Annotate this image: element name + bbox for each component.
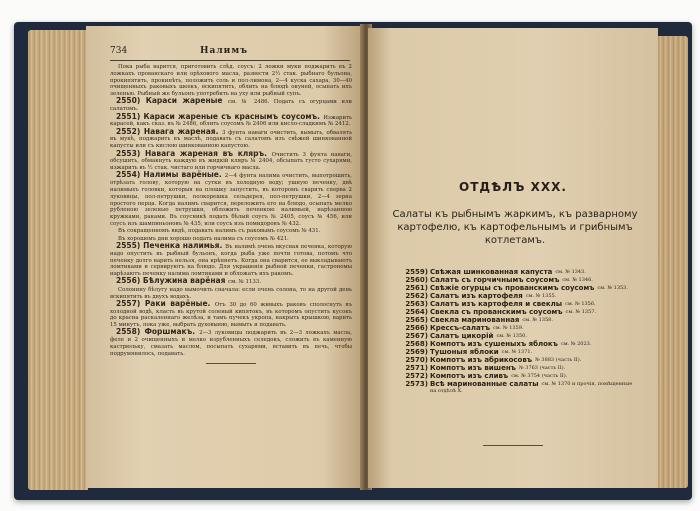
item-reference: см. № 1357.	[565, 309, 597, 315]
recipe-text: 3 фунта наваги очистить, вымыть, обвалять въ мукѣ, поджарить въ маслѣ, подавать съ салатомъ изъ свѣжей шинкованной капусты или съ кислою шинкованною капустою.	[110, 129, 353, 150]
item-reference: см. № 3754 (часть II).	[511, 373, 568, 379]
item-name: Компотъ изъ абрикосовъ	[430, 356, 533, 364]
recipe-text: Отъ 30 до 60 живыхъ раковъ сполоснуть въ холодной водѣ, класть въ крутой соленый кипятокъ, въ которомъ опустить кусокъ до красна раскаленнаго желѣза, и тамъ пучекъ укропа, накрыть крышкою, варить 15 минутъ, пока уже, выбрать духовыюю, вымыть и подавать.	[110, 301, 352, 329]
list-item	[380, 300, 652, 308]
list-item	[380, 348, 652, 356]
list-item	[380, 308, 652, 316]
recipe-list	[380, 268, 652, 395]
item-name: Салатъ изъ картофеля	[430, 292, 523, 300]
recipe-number: 2556)	[116, 276, 143, 286]
item-number: 2573)	[405, 380, 428, 388]
recipe-paragraph	[110, 298, 352, 329]
recipe-text: Очистить 3 фунта наваги, обсушить, обмакнуть каждую въ жидкій кляръ № 2404, обсыпать густо сухарями, изжарить въ ½ стак. чистаго или горчичнаго масла.	[110, 151, 352, 172]
end-rule	[483, 445, 543, 446]
recipe-title: Форшмакъ.	[144, 327, 200, 337]
recipe-number: 2557)	[116, 298, 145, 308]
item-name: Всѣ маринованные салаты	[430, 380, 539, 388]
item-name: Свѣжіе огурцы съ прованскимъ соусомъ	[430, 284, 595, 292]
recipe-number: 2552)	[116, 126, 144, 136]
chapter-title: Салаты къ рыбнымъ жаркимъ, къ разварному картофелю, къ картофельнымъ и грибнымъ котлетамъ.	[392, 209, 638, 246]
page-number: 734	[110, 46, 128, 56]
list-item	[380, 356, 652, 364]
chapter-heading: ОТДѢЛЪ XXX.	[459, 180, 567, 194]
item-reference: № 3763 (часть II).	[518, 365, 566, 371]
item-number: 2572)	[405, 372, 428, 380]
list-item	[380, 268, 652, 276]
section-separator	[206, 363, 256, 364]
item-reference: см. № 1358.	[522, 317, 553, 323]
recipe-number: 2558)	[116, 327, 145, 337]
recipe-title: Навага жареная.	[143, 126, 223, 136]
item-name: Салатъ цикорій	[430, 332, 494, 340]
running-title: Налимъ	[200, 46, 249, 56]
item-reference: см. № 1359.	[493, 325, 524, 331]
right-page	[368, 28, 658, 488]
recipe-title: Печенка налимья.	[143, 240, 226, 250]
recipe-text: Изжарить карасей, какъ сказ. въ № 2486, облить соусомъ № 2406 или кисло-сладкимъ № 2412.	[110, 114, 352, 128]
recipe-text: см. № 1133.	[228, 279, 261, 286]
item-name: Компотъ изъ сливъ	[430, 372, 509, 380]
text-paragraph: Солонину бѣлугу надо вымочить сначала: если очень солона, то на другой день вскипятить въ двухъ водахъ.	[110, 286, 352, 300]
item-reference: см. № 2023.	[560, 341, 592, 347]
recipe-number: 2550)	[116, 96, 146, 106]
list-item	[380, 340, 652, 348]
item-number: 2571)	[405, 364, 428, 372]
item-number: 2560)	[405, 276, 428, 284]
item-name: Салатъ съ горчичнымъ соусомъ	[430, 276, 560, 284]
item-number: 2559)	[405, 268, 428, 276]
item-name: Свекла съ прованскимъ соусомъ	[430, 308, 563, 316]
list-item	[380, 284, 652, 292]
text-paragraph: Въ сокращенномъ видѣ, подавать налимъ съ раковымъ соусомъ № 431.	[118, 228, 321, 235]
recipe-text: см. № 2486. Подать съ огурцами или салатомъ.	[110, 99, 352, 113]
recipe-paragraph	[110, 126, 353, 150]
item-number: 2563)	[405, 300, 428, 308]
recipe-paragraph	[110, 148, 352, 172]
list-item	[380, 316, 652, 324]
left-page-text	[110, 64, 352, 368]
recipe-paragraph	[110, 278, 352, 286]
recipe-number: 2551)	[116, 111, 144, 121]
item-name: Компотъ изъ вишенъ	[430, 364, 516, 372]
item-name: Компотъ изъ сушеныхъ яблокъ	[430, 340, 558, 348]
page-edges-left	[28, 30, 88, 490]
recipe-title: Караси жареные	[145, 96, 228, 106]
recipe-number: 2554)	[116, 170, 144, 180]
recipe-title: Налимы варёные.	[143, 170, 225, 180]
page-header	[110, 46, 350, 58]
item-number: 2566)	[405, 324, 428, 332]
item-number: 2564)	[405, 308, 428, 316]
recipe-text: Въ налимѣ очень вкусная печенка, которую надо опустить въ рыбный бульонъ, когда рыба уже почти готова, потомъ что печенку долго варить нельзя, она крѣпнетъ. Когда она сварится, ее выкладываютъ ломтиками и сервируютъ на блюдо. Для украшенія рыбной печенки, гастрономы нарѣзаютъ печенку налима ломтиками и обложатъ ихъ ракомъ.	[110, 243, 352, 278]
item-reference: см. № 1343.	[555, 269, 586, 275]
item-name: Свѣжая шинкованная капуста	[430, 268, 553, 276]
recipe-paragraph	[110, 172, 352, 227]
list-item	[380, 324, 652, 332]
item-reference: см. № 1353.	[597, 285, 628, 291]
list-item	[380, 276, 652, 284]
recipe-number: 2553)	[116, 148, 146, 158]
item-name: Крессъ-салатъ	[430, 324, 490, 332]
list-item-continuation: на отдѣлѣ X.	[430, 388, 463, 394]
list-item	[380, 332, 652, 340]
item-number: 2569)	[405, 348, 428, 356]
item-number: 2567)	[405, 332, 428, 340]
text-paragraph: Пока рыба варится, приготовить слѣд. соусъ: 2 ложки муки поджарить въ 2 ложкахъ прованскаго или орѣхового масла, развести 2½ стак. рыбнаго бульона, прокипятить, прокипѣть, положить соль и пол-лимона, 2—4 куска сахара, 30—40 очищенныхъ раковыхъ шеекъ, вскипятить, облить на блюдѣ окуней, осыпать ихъ зеленью. Рыбный же бульонъ употребить на уху или рыбный супъ.	[110, 64, 352, 98]
recipe-title: Бѣлужина варёная	[142, 276, 229, 286]
recipe-title: Раки варёные.	[144, 298, 215, 308]
item-number: 2562)	[405, 292, 428, 300]
item-number: 2570)	[405, 356, 428, 364]
list-item	[380, 372, 652, 380]
recipe-text: 2—4 фунта налима очистить, выпотрошить, отрѣзать голову, которую на сутки въ холодную воду; ушную печенку, двѣ налимыхъ головки, которыя на плошку запустить, въ которомъ сварить сперва 2 луковицы, пол-петрушки, полкорешка сельдерея, пол-петрушки, 2—4 зерна простого перца. Когда налимъ сварится, переложить его на блюдо, осыпать мелко рубленою зеленью петрушки, обложить печенкою налимьей, нарѣзанною кружками, раками. Въ соусникѣ подать бѣлый соусъ № 2405, соусъ № 456, или соусъ изъ шампиньоновъ № 435, или соусъ изъ помидоровъ № 432.	[110, 173, 352, 228]
item-number: 2565)	[405, 316, 428, 324]
recipe-number: 2555)	[116, 240, 144, 250]
item-number: 2568)	[405, 340, 428, 348]
list-item	[380, 364, 652, 372]
recipe-paragraph	[110, 329, 352, 357]
recipe-title: Караси жареные съ краснымъ соусомъ.	[143, 111, 324, 121]
left-page	[86, 26, 364, 488]
item-reference: см. № 1350.	[496, 333, 527, 339]
item-reference: см. № 1370 и прочія, помѣщенные	[541, 381, 633, 387]
recipe-paragraph	[110, 240, 352, 278]
list-item	[380, 380, 652, 388]
item-reference: см. № 1356.	[565, 301, 596, 307]
list-item	[380, 292, 652, 300]
item-reference: № 3883 (часть II).	[535, 357, 582, 363]
item-reference: см. № 1371.	[501, 349, 533, 355]
recipe-text: 2—3 луковицы поджарить въ 2—3 ложкахъ масла, феле и 2 очищенныхъ и мелко изрубленныхъ селедокъ, сложить въ каменную кастрюльку, смазать маслом, посыпать сухарями, вставить въ печь, чтобы подрумянилось, подавать.	[110, 330, 352, 357]
header-rule	[110, 60, 350, 61]
item-reference: см. № 1355.	[525, 293, 557, 299]
item-name: Свекла маринованная	[430, 316, 520, 324]
item-reference: см. № 1346.	[562, 277, 593, 283]
item-name: Салатъ изъ картофеля и свеклы	[430, 300, 563, 308]
item-name: Тушоныя яблоки	[430, 348, 499, 356]
recipe-title: Навага жареная въ кляръ.	[145, 148, 272, 158]
text-paragraph: Въ хорошемъ дни хорошо подать налима съ соусомъ № 421.	[118, 235, 289, 242]
item-number: 2561)	[405, 284, 428, 292]
